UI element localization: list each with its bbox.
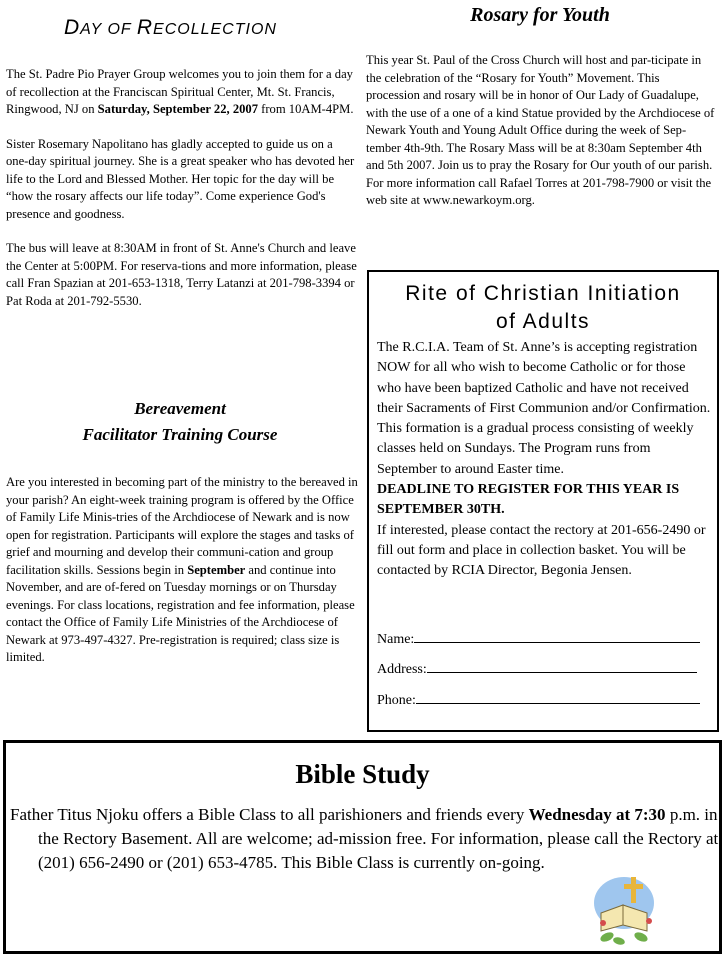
bible-study-box bbox=[3, 740, 722, 954]
rcia-body bbox=[377, 338, 713, 582]
rcia-form bbox=[377, 630, 713, 711]
text: from 10AM-4PM. bbox=[258, 102, 354, 116]
title-initial: D bbox=[64, 16, 81, 39]
phone-line[interactable] bbox=[416, 691, 700, 704]
name-line[interactable] bbox=[414, 630, 700, 643]
bereavement-title-line-1: Bereavement bbox=[134, 399, 226, 418]
bereavement-title-line-2: Facilitator Training Course bbox=[82, 425, 278, 444]
recollection-paragraph-3: The bus will leave at 8:30AM in front of St. Anne's Church and leave the Center at 5:00PM. For reserva-tions and more information, please call Fran Spazian at 201-653-1318, Terry Latanzi at 201-798-3394 or Pat Roda at 201-792-5530. bbox=[6, 241, 357, 308]
bible-study-body bbox=[10, 803, 724, 875]
address-label: Address: bbox=[377, 662, 427, 678]
rcia-deadline: DEADLINE TO REGISTER FOR THIS YEAR IS SEPTEMBER 30TH. bbox=[377, 482, 680, 518]
name-label: Name: bbox=[377, 632, 415, 647]
title-initial: R bbox=[136, 16, 154, 39]
rcia-box bbox=[367, 270, 719, 732]
rcia-paragraph-1: The R.C.I.A. Team of St. Anne’s is accepting registration NOW for all who wish to become Catholic or for those who have been baptized Catholic and have not received their Sacraments of First Communion and/or Confirmation. bbox=[377, 340, 711, 416]
address-field[interactable] bbox=[377, 660, 713, 680]
rcia-title-line-1: Rite of Christian Initiation bbox=[405, 282, 681, 305]
text: Father Titus Njoku offers a Bible Class to all parishioners and friends every bbox=[10, 805, 529, 824]
recollection-title bbox=[64, 16, 344, 40]
name-field[interactable] bbox=[377, 630, 713, 650]
event-date: Saturday, September 22, 2007 bbox=[97, 102, 259, 116]
text: Are you interested in becoming part of the ministry to the bereaved in your parish? An eight-week training program is offered by the Office of Family Life Minis-tries of the Archdiocese of Newark and is now open for registration. Participants will explore the stages and tasks of grief and mourning and develop their communi-cation and group facilitation skills. Sessions begin in bbox=[6, 475, 358, 577]
recollection-paragraph-1 bbox=[6, 66, 358, 119]
bereavement-article bbox=[6, 474, 358, 667]
rcia-paragraph-3: If interested, please contact the rectory at 201-656-2490 or fill out form and place in collection basket. You will be contacted by RCIA Director, Begonia Jensen. bbox=[377, 522, 706, 579]
rosary-article bbox=[366, 52, 716, 210]
address-line[interactable] bbox=[427, 660, 697, 673]
bereavement-title bbox=[30, 396, 330, 448]
bible-cross-icon bbox=[589, 871, 659, 947]
bereavement-paragraph bbox=[6, 474, 358, 667]
title-part: AY OF bbox=[80, 21, 137, 38]
rosary-paragraph: This year St. Paul of the Cross Church will host and par-ticipate in the celebration of the “Rosary for Youth” Movement. This procession and rosary will be in honor of Our Lady of Guadalupe, with the use of a one of a kind Statue provided by the Archdiocese of Newark Youth and Young Adult Office during the week of Sep-tember 4th-9th. The Rosary Mass will be at 8:30am September 4th and 5th 2007. Join us to pray the Rosary for Our youth of our parish. For more information call Rafael Torres at 201-798-7900 or visit the web site at www.newarkoym.org. bbox=[366, 53, 715, 207]
rcia-title bbox=[369, 280, 717, 336]
rcia-title-line-2: of Adults bbox=[495, 310, 591, 333]
bible-study-title: Bible Study bbox=[295, 759, 430, 789]
phone-field[interactable] bbox=[377, 691, 713, 711]
recollection-article bbox=[6, 66, 358, 310]
phone-label: Phone: bbox=[377, 692, 416, 708]
text: p.m. in the Rectory Basement. All are welcome; ad-mission free. For information, please call the Rectory at (201) 656-2490 or (201) 653-4785. This Bible Class is currently on-going. bbox=[38, 805, 719, 872]
start-month: September bbox=[187, 562, 246, 577]
bible-clipart-icon bbox=[589, 871, 659, 947]
recollection-paragraph-2: Sister Rosemary Napolitano has gladly accepted to guide us on a one-day spiritual journey. She is a great speaker who has devoted her life to the Lord and Blessed Mother. Her topic for the day will be “how the rosary affects our life today”. Come experience God's presence and goodness. bbox=[6, 136, 355, 221]
rcia-paragraph-2: This formation is a gradual process consisting of weekly classes held on Sundays. The Program runs from September to around Easter time. bbox=[377, 421, 694, 477]
title-part: ECOLLECTION bbox=[153, 21, 277, 38]
text: The St. Padre Pio Prayer Group welcomes you to join them for a day of recollection at the Franciscan Spiritual Center, Mt. St. Francis, Ringwood, NJ on bbox=[6, 67, 353, 116]
rosary-title: Rosary for Youth bbox=[470, 4, 610, 26]
class-time: Wednesday at 7:30 bbox=[528, 805, 666, 824]
text: and continue into November, and are of-fered on Tuesday mornings or on Thursday evenings. For class locations, registration and fee information, please contact the Office of Family Life Ministries of the Archdiocese of Newark at 973-497-4327. Pre-registration is required; class size is limited. bbox=[6, 562, 355, 664]
